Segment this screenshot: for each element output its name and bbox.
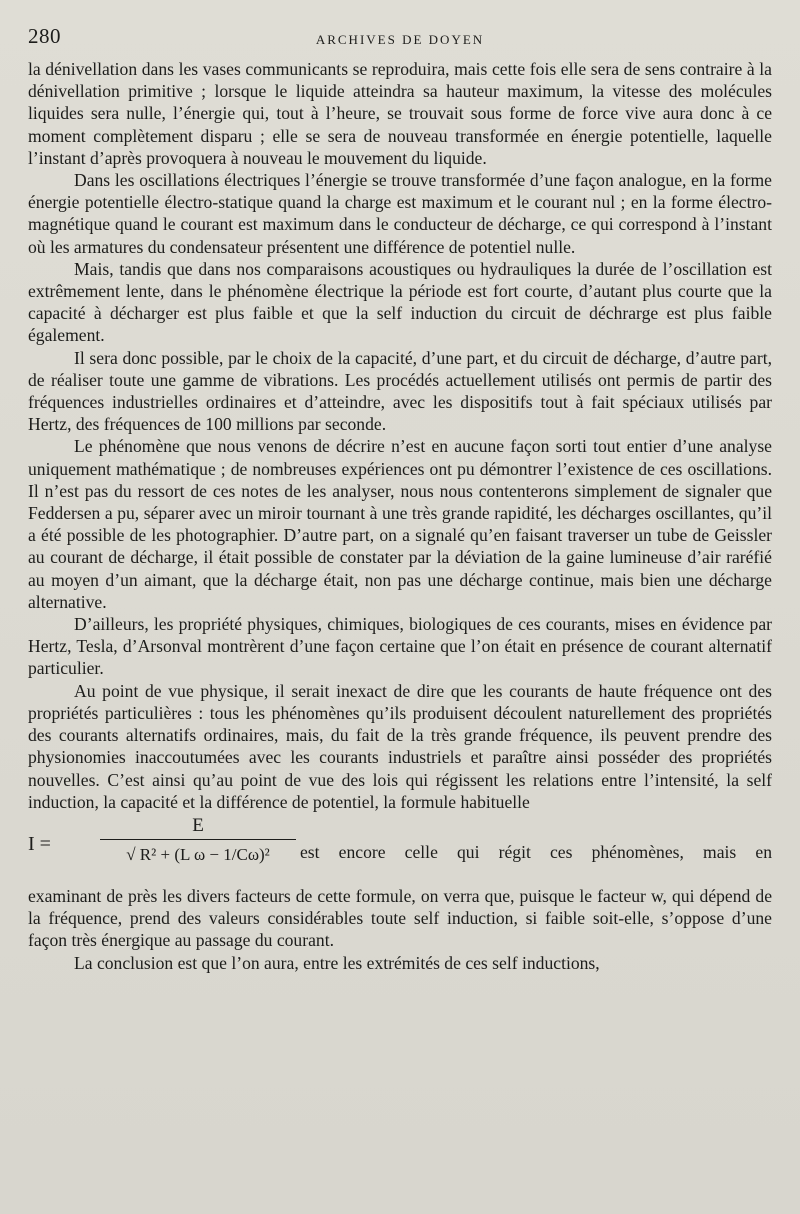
formula (28, 815, 772, 881)
paragraph: D’ailleurs, les propriété physiques, chimiques, biologiques de ces courants, mises en évidence par Hertz, Tesla, d’Arsonval montrèrent d’une façon certaine que l’on était en présence de courant alternatif particulier. (28, 614, 772, 679)
formula-fraction (100, 815, 296, 866)
paragraph: Dans les oscillations électriques l’énergie se trouve transformée d’une façon analogue, en la forme énergie potentielle électro-statique quand la charge est maximum et le courant nul ; en la forme électro-magnétique quand le courant est maximum dans le conducteur de décharge, ce qui correspond à l’instant où les armatures du condensateur présentent une différence de potentiel nulle. (28, 170, 772, 257)
running-title: ARCHIVES DE DOYEN (315, 32, 485, 47)
formula-denominator: √ R² + (L ω − 1/Cω)² (126, 844, 270, 864)
page-number: 280 (28, 24, 61, 48)
formula-tail-text: est encore celle qui régit ces phénomènes, mais en (300, 841, 772, 862)
formula-lhs: I = (28, 832, 51, 855)
paragraph: Mais, tandis que dans nos comparaisons acoustiques ou hydrauliques la durée de l’oscillation est extrêmement lente, dans le phénomène électrique la période est fort courte, d’autant plus courte que la capacité à décharger est plus faible et que la self induction du circuit de déchrarge est plus faible également. (28, 258, 772, 346)
paragraph: la dénivellation dans les vases communicants se reproduira, mais cette fois elle sera de sens contraire à la dénivellation primitive ; lorsque le liquide atteindra sa hauteur maximum, la vitesse des molécules liquides sera nulle, l’énergie qui, tout à l’heure, se trouvait sous forme de force vive aura donc à ce moment complètement disparu ; elle se sera de nouveau transformée en énergie potentielle, laquelle l’instant d’après provoquera à nouveau le mouvement du liquide. (28, 59, 772, 168)
paragraph: La conclusion est que l’on aura, entre les extrémités de ces self inductions, (74, 952, 600, 973)
body-text (28, 58, 772, 974)
formula-numerator: E (100, 815, 296, 840)
paragraph: Il sera donc possible, par le choix de la capacité, d’une part, et du circuit de décharge, d’autre part, de réaliser toute une gamme de vibrations. Les procédés actuellement utilisés ont permis de partir des fréquences industrielles ordinaires et d’atteindre, avec les dispositifs tout à fait spéciaux utilisés par Hertz, des fréquences de 100 millions par seconde. (28, 347, 772, 435)
page-header (28, 24, 772, 58)
paragraph: Le phénomène que nous venons de décrire n’est en aucune façon sorti tout entier d’une analyse uniquement mathématique ; de nombreuses expériences ont pu démontrer l’existence de ces oscillations. Il n’est pas du ressort de ces notes de les analyser, nous nous contenterons simplement de signaler que Feddersen a pu, séparer avec un miroir tournant à une très grande rapidité, les décharges oscillantes, qu’il a été possible de les photographier. D’autre part, on a signalé qu’en faisant traverser un tube de Geissler au courant de décharge, il était possible de constater par la déviation de la gaine lumineuse d’air raréfié au moyen d’un aimant, que la décharge était, non pas une décharge continue, mais bien une décharge alternative. (28, 436, 772, 612)
paragraph: Au point de vue physique, il serait inexact de dire que les courants de haute fréquence ont des propriétés particulières : tous les phénomènes qu’ils produisent découlent naturellement des propriétés des courants alternatifs ordinaires, mais, du fait de la très grande fréquence, ils peuvent prendre des physionomies inaccoutumées avec les courants industriels et paraître ainsi posséder des propriétés nouvelles. C’est ainsi qu’au point de vue des lois qui régissent les relations entre l’intensité, la self induction, la capacité et la différence de potentiel, la formule habituelle (28, 680, 772, 812)
paragraph: examinant de près les divers facteurs de cette formule, on verra que, puisque le facteur w, qui dépend de la fréquence, prend des valeurs considérables toute self induction, si faible soit-elle, s’oppose d’une façon très énergique au passage du courant. (28, 885, 772, 951)
